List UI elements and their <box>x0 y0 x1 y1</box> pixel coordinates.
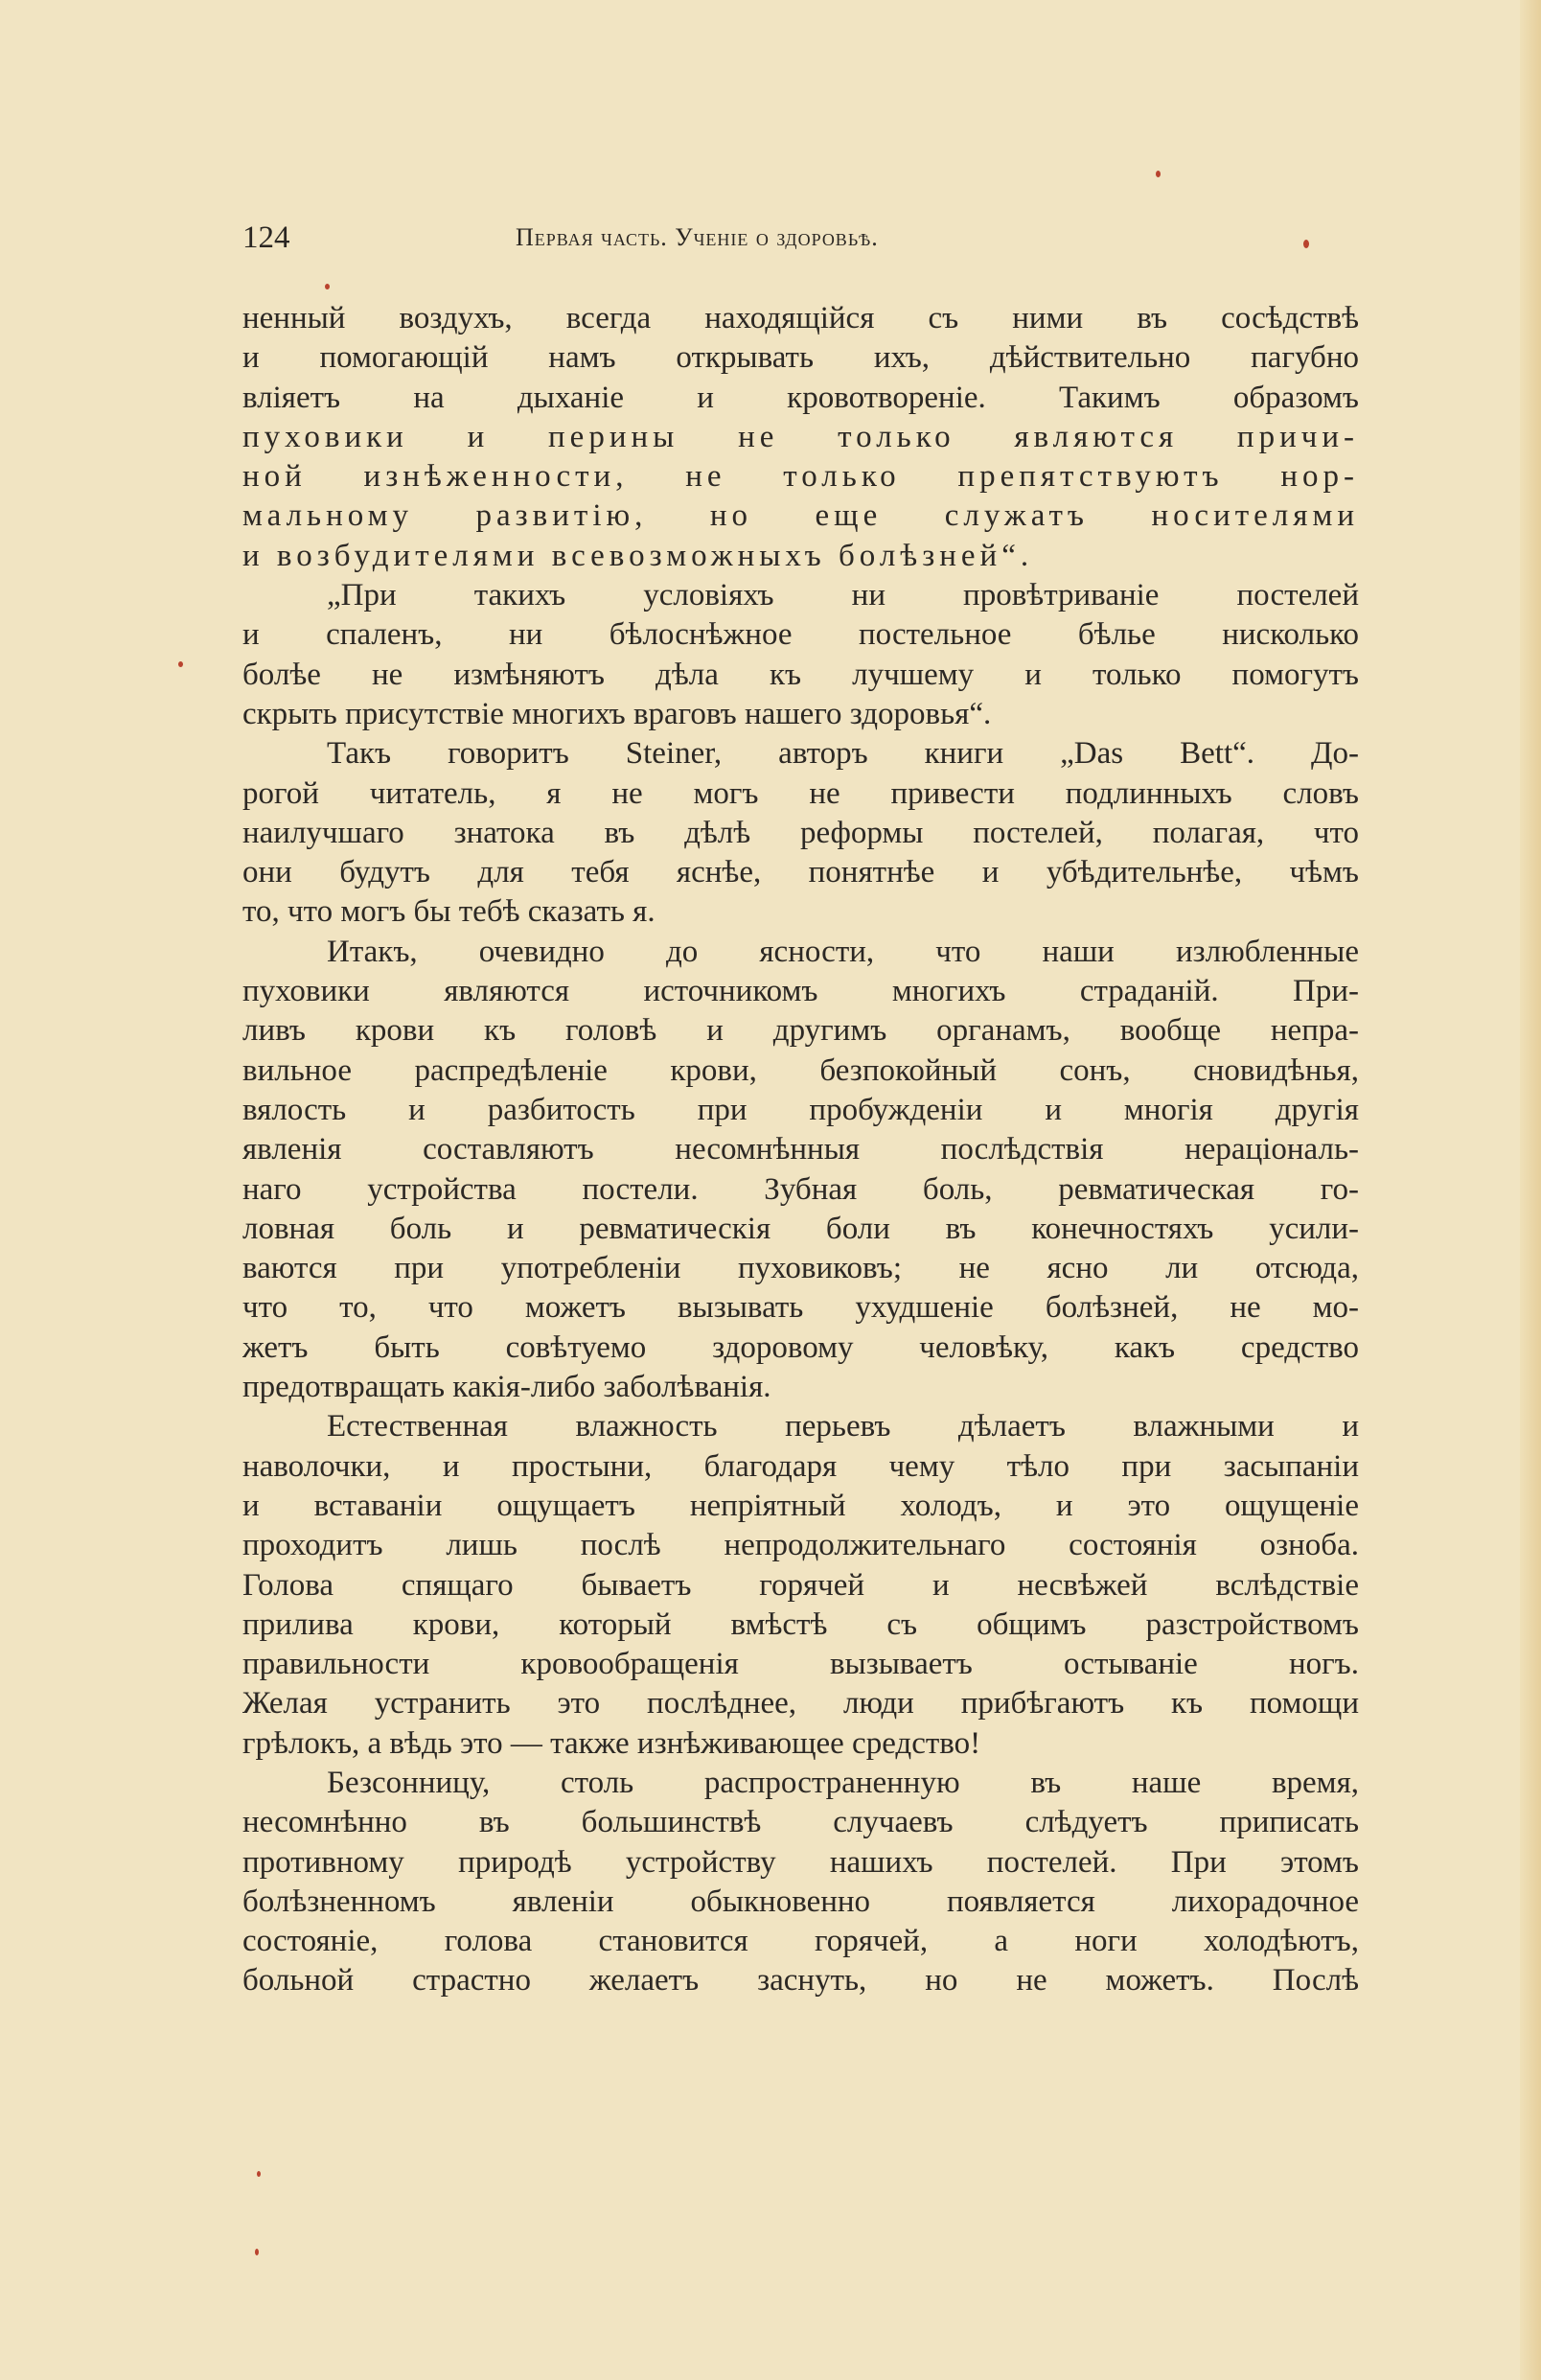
paper-speck <box>325 284 330 289</box>
paper-speck <box>1303 240 1309 248</box>
text-line: ловная боль и ревматическія боли въ конечностяхъ усили- <box>242 1211 1359 1246</box>
paragraph-start-line: Естественная влажность перьевъ дѣлаетъ влажными и <box>327 1409 1359 1444</box>
text-line: ненный воздухъ, всегда находящійся съ ними въ сосѣдствѣ <box>242 301 1359 335</box>
paper-speck <box>178 661 183 667</box>
text-line: наилучшаго знатока въ дѣлѣ реформы постелей, полагая, что <box>242 815 1359 850</box>
text-line: жетъ быть совѣтуемо здоровому человѣку, какъ средство <box>242 1329 1359 1365</box>
text-line: и помогающій намъ открывать ихъ, дѣйствительно пагубно <box>242 340 1359 376</box>
text-line: и возбудителями всевозможныхъ болѣзней“. <box>242 538 1034 573</box>
text-line: проходитъ лишь послѣ непродолжительнаго состоянія озноба. <box>242 1528 1359 1563</box>
text-line: несомнѣнно въ большинствѣ случаевъ слѣдуетъ приписать <box>242 1805 1359 1840</box>
text-line: грѣлокъ, а вѣдь это — также изнѣживающее средство! <box>242 1725 981 1761</box>
page-edge-shadow <box>1520 0 1541 2380</box>
body-text <box>242 299 1359 2001</box>
text-line: и вставаніи ощущаетъ непріятный холодъ, и это ощущеніе <box>242 1488 1359 1523</box>
text-line: наго устройства постели. Зубная боль, ревматическая го- <box>242 1171 1359 1207</box>
text-line: прилива крови, который вмѣстѣ съ общимъ разстройствомъ <box>242 1606 1359 1642</box>
text-line: состояніе, голова становится горячей, а ноги холодѣютъ, <box>242 1924 1359 1959</box>
running-header <box>242 219 1321 257</box>
text-line: правильности кровообращенія вызываетъ остываніе ногъ. <box>242 1647 1359 1682</box>
text-line: явленія составляютъ несомнѣнныя послѣдствія нераціональ- <box>242 1132 1359 1167</box>
text-line: мальному развитію, но еще служатъ носителями <box>242 498 1359 534</box>
running-title: Первая часть. Ученіе о здоровьѣ. <box>516 223 879 251</box>
text-line: противному природѣ устройству нашихъ постелей. При этомъ <box>242 1844 1359 1880</box>
paper-speck <box>255 2249 259 2255</box>
text-line: то, что могъ бы тебѣ сказать я. <box>242 894 656 930</box>
paragraph-start-line: „При такихъ условіяхъ ни провѣтриваніе постелей <box>327 578 1359 613</box>
paper-speck <box>1156 171 1161 177</box>
text-line: и спаленъ, ни бѣлоснѣжное постельное бѣлье нисколько <box>242 617 1359 653</box>
text-line: ваются при употребленіи пуховиковъ; не ясно ли отсюда, <box>242 1251 1359 1286</box>
text-line: скрыть присутствіе многихъ враговъ нашего здоровья“. <box>242 696 992 731</box>
text-line: они будутъ для тебя яснѣе, понятнѣе и убѣдительнѣе, чѣмъ <box>242 855 1359 890</box>
text-line: Голова спящаго бываетъ горячей и несвѣжей вслѣдствіе <box>242 1567 1359 1603</box>
text-line: вялость и разбитость при пробужденіи и многія другія <box>242 1092 1359 1127</box>
text-line: ливъ крови къ головѣ и другимъ органамъ, вообще непра- <box>242 1013 1359 1049</box>
text-line: вильное распредѣленіе крови, безпокойный сонъ, сновидѣнья, <box>242 1052 1359 1088</box>
text-line: болѣе не измѣняютъ дѣла къ лучшему и только помогутъ <box>242 657 1359 692</box>
text-line: предотвращать какія-либо заболѣванія. <box>242 1370 771 1405</box>
paragraph-start-line: Итакъ, очевидно до ясности, что наши излюбленные <box>327 934 1359 969</box>
page-number: 124 <box>242 220 290 255</box>
paragraph-start-line: Безсонницу, столь распространенную въ наше время, <box>327 1765 1359 1800</box>
text-line: больной страстно желаетъ заснуть, но не можетъ. Послѣ <box>242 1963 1359 1999</box>
text-line: вліяетъ на дыханіе и кровотвореніе. Такимъ образомъ <box>242 380 1359 415</box>
text-line: наволочки, и простыни, благодаря чему тѣло при засыпаніи <box>242 1448 1359 1484</box>
text-line: болѣзненномъ явленіи обыкновенно появляется лихорадочное <box>242 1883 1359 1919</box>
paper-speck <box>257 2171 261 2177</box>
text-line: ной изнѣженности, не только препятствуютъ нор- <box>242 459 1359 495</box>
paragraph-start-line: Такъ говоритъ Steiner, авторъ книги „Das Bett“. До- <box>327 736 1359 772</box>
text-line: Желая устранить это послѣднее, люди прибѣгаютъ къ помощи <box>242 1686 1359 1721</box>
text-line: пуховики являются источникомъ многихъ страданій. При- <box>242 974 1359 1009</box>
text-line: рогой читатель, я не могъ не привести подлинныхъ словъ <box>242 775 1359 811</box>
text-line: пуховики и перины не только являются причи- <box>242 419 1359 454</box>
text-line: что то, что можетъ вызывать ухудшеніе болѣзней, не мо- <box>242 1290 1359 1326</box>
